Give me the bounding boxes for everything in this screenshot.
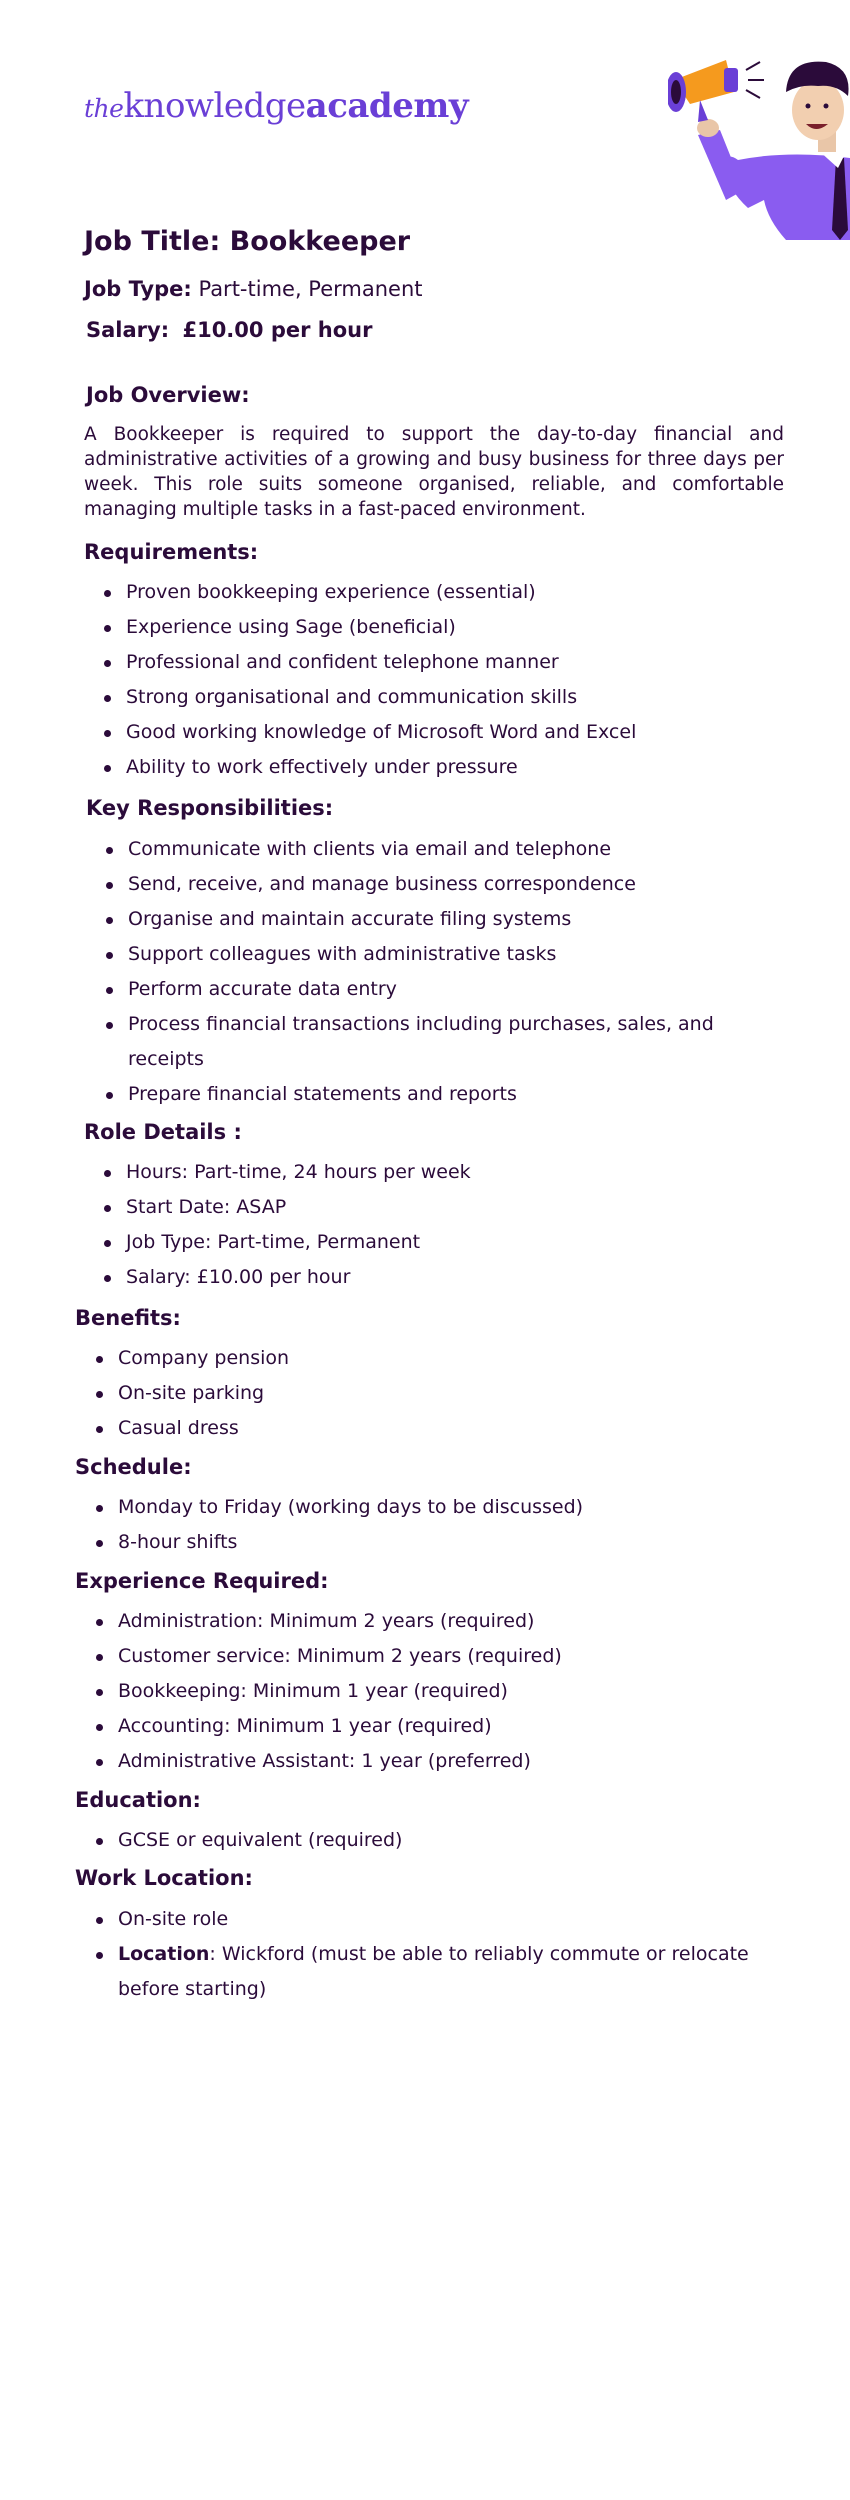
list-item: 8-hour shifts	[76, 1525, 583, 1560]
list-item-location	[76, 1937, 776, 2007]
list-item: GCSE or equivalent (required)	[76, 1823, 402, 1858]
benefits-heading: Benefits:	[75, 1306, 181, 1330]
list-item: On-site role	[76, 1902, 776, 1937]
list-item: Organise and maintain accurate filing systems	[86, 902, 786, 937]
benefits-list	[76, 1341, 289, 1446]
job-title: Job Title: Bookkeeper	[84, 226, 411, 257]
requirements-list	[84, 575, 636, 785]
experience-list	[76, 1604, 562, 1779]
list-item: Salary: £10.00 per hour	[84, 1260, 471, 1295]
responsibilities-list	[86, 832, 786, 1112]
schedule-heading: Schedule:	[75, 1455, 192, 1479]
list-item: Bookkeeping: Minimum 1 year (required)	[76, 1674, 562, 1709]
salary-value: £10.00 per hour	[182, 318, 373, 342]
experience-heading: Experience Required:	[75, 1569, 329, 1593]
location-label: Location	[118, 1943, 210, 1965]
list-item: Monday to Friday (working days to be discussed)	[76, 1490, 583, 1525]
logo-the: the	[84, 94, 124, 123]
work-location-heading: Work Location:	[75, 1866, 253, 1890]
list-item: Administrative Assistant: 1 year (preferred)	[76, 1744, 562, 1779]
list-item: Process financial transactions including purchases, sales, and receipts	[86, 1007, 786, 1077]
list-item: Good working knowledge of Microsoft Word and Excel	[84, 715, 636, 750]
job-type-line	[84, 277, 423, 301]
logo-academy: academy	[305, 86, 469, 126]
list-item: Job Type: Part-time, Permanent	[84, 1225, 471, 1260]
education-list	[76, 1823, 402, 1858]
list-item: On-site parking	[76, 1376, 289, 1411]
education-heading: Education:	[75, 1788, 201, 1812]
list-item: Communicate with clients via email and telephone	[86, 832, 786, 867]
requirements-heading: Requirements:	[84, 540, 259, 564]
list-item: Prepare financial statements and reports	[86, 1077, 786, 1112]
salary-label: Salary:	[86, 318, 170, 342]
list-item: Proven bookkeeping experience (essential)	[84, 575, 636, 610]
list-item: Ability to work effectively under pressure	[84, 750, 636, 785]
list-item: Professional and confident telephone manner	[84, 645, 636, 680]
work-location-list	[76, 1902, 776, 2007]
role-details-heading: Role Details :	[84, 1120, 242, 1144]
list-item: Experience using Sage (beneficial)	[84, 610, 636, 645]
responsibilities-heading: Key Responsibilities:	[86, 796, 334, 820]
list-item: Strong organisational and communication skills	[84, 680, 636, 715]
schedule-list	[76, 1490, 583, 1560]
location-value: : Wickford (must be able to reliably commute or relocate before starting)	[118, 1943, 749, 2000]
list-item: Send, receive, and manage business correspondence	[86, 867, 786, 902]
list-item: Administration: Minimum 2 years (required)	[76, 1604, 562, 1639]
job-type-value: Part-time, Permanent	[198, 277, 423, 301]
role-details-list	[84, 1155, 471, 1295]
megaphone-man-illustration	[668, 40, 850, 240]
list-item: Accounting: Minimum 1 year (required)	[76, 1709, 562, 1744]
job-type-label: Job Type:	[84, 277, 192, 301]
list-item: Hours: Part-time, 24 hours per week	[84, 1155, 471, 1190]
list-item: Support colleagues with administrative tasks	[86, 937, 786, 972]
knowledge-academy-logo	[84, 86, 468, 126]
salary-line	[86, 318, 372, 342]
logo-knowledge: knowledge	[123, 86, 306, 126]
list-item: Company pension	[76, 1341, 289, 1376]
list-item: Casual dress	[76, 1411, 289, 1446]
overview-text: A Bookkeeper is required to support the day-to-day financial and administrative activities of a growing and busy business for three days per week. This role suits someone organised, reliable, and comfortable managing multiple tasks in a fast-paced environment.	[84, 424, 784, 520]
overview-heading: Job Overview:	[86, 383, 250, 407]
list-item: Start Date: ASAP	[84, 1190, 471, 1225]
list-item: Customer service: Minimum 2 years (required)	[76, 1639, 562, 1674]
list-item: Perform accurate data entry	[86, 972, 786, 1007]
